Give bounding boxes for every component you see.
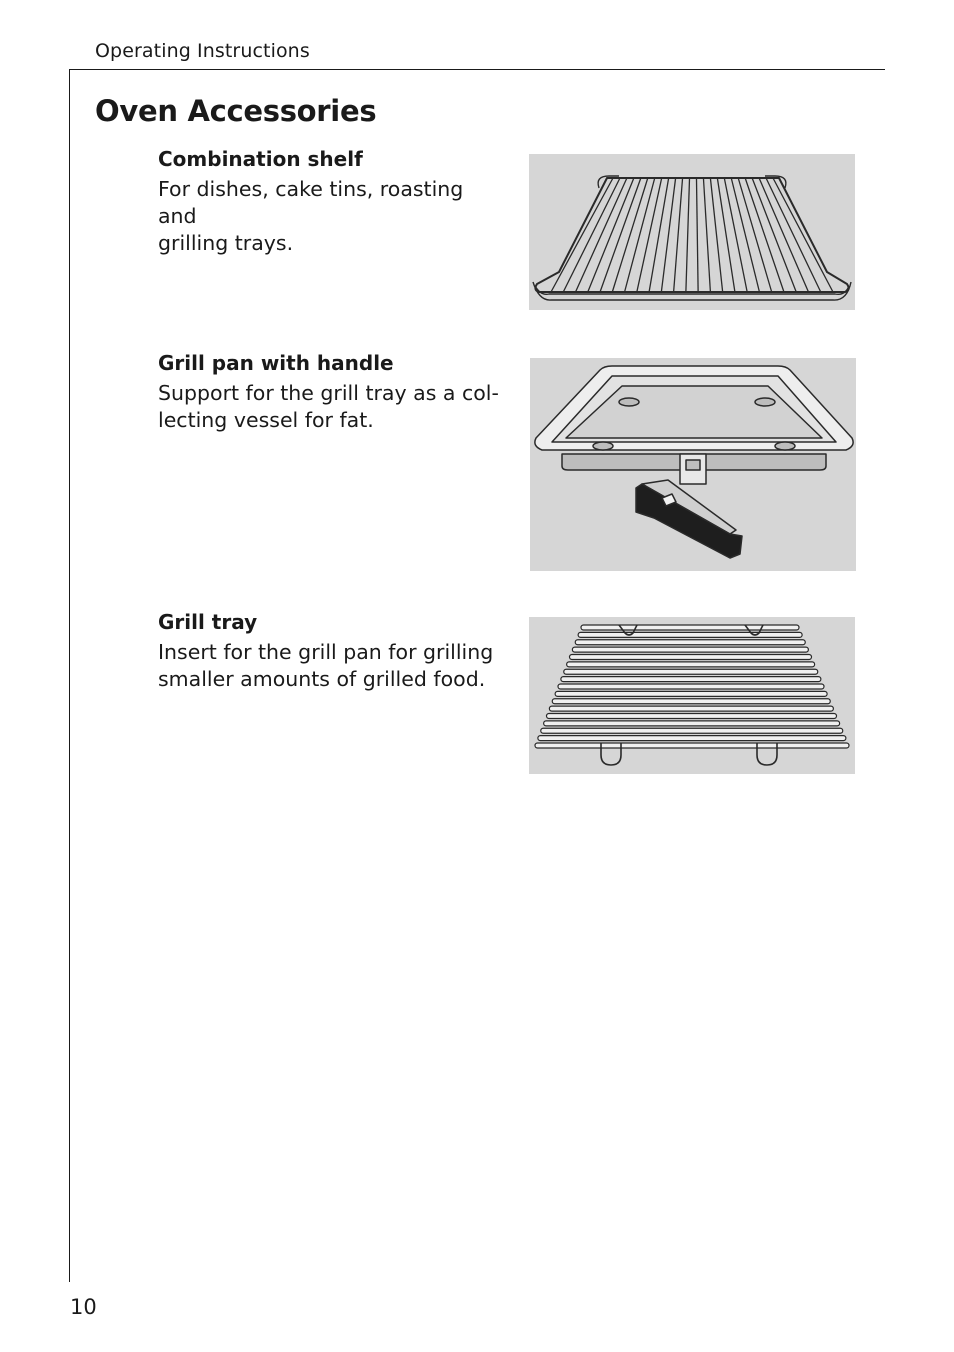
grill-pan-description [158,380,503,434]
combination-shelf-illustration [529,154,855,310]
description-line: Insert for the grill pan for grilling [158,640,494,664]
margin-rule [69,69,70,1282]
pan-foot [755,398,775,406]
tray-bar [535,743,849,748]
shelf-wire [649,178,669,292]
pan-foot [775,442,795,450]
grill-pan-figure [530,358,856,571]
description-line: Support for the grill tray as a col- [158,381,499,405]
grill-tray-heading: Grill tray [158,610,258,634]
grill-pan-with-handle-illustration [530,358,856,571]
running-header: Operating Instructions [95,40,310,62]
header-rule [69,69,885,70]
pan-handle-slot [686,460,700,470]
tray-bar [547,714,837,719]
tray-bar [558,684,824,689]
page-title: Oven Accessories [95,94,377,128]
page-number: 10 [70,1295,97,1319]
shelf-wire [576,178,627,292]
shelf-wire [600,178,641,292]
tray-bar [567,662,815,667]
tray-bar [570,655,812,660]
grill-tray-figure [529,617,855,774]
pan-foot [619,398,639,406]
tray-bar [541,728,843,733]
tray-bar [564,669,818,674]
shelf-wire [674,178,683,292]
grill-tray-description [158,639,503,693]
description-line: grilling trays. [158,231,294,255]
shelf-wire [625,178,655,292]
grill-tray-illustration [529,617,855,774]
tray-bar [544,721,840,726]
description-line: smaller amounts of grilled food. [158,667,486,691]
shelf-wire [745,178,784,292]
pan-foot [593,442,613,450]
grill-pan-heading: Grill pan with handle [158,351,394,375]
shelf-wire [637,178,662,292]
tray-bar [561,677,821,682]
shelf-wire [612,178,647,292]
shelf-wire [773,178,833,292]
tray-bar [555,691,827,696]
shelf-wire [717,178,735,292]
shelf-wire [710,178,722,292]
tray-bar [538,736,846,741]
shelf-wire [551,178,613,292]
shelf-wire [696,178,698,292]
shelf-wire [661,178,675,292]
shelf-wire [703,178,710,292]
combination-shelf-figure [529,154,855,310]
combination-shelf-heading: Combination shelf [158,147,363,171]
description-line: For dishes, cake tins, roasting and [158,177,464,228]
shelf-wire [686,178,690,292]
tray-bar [549,706,833,711]
tray-bar [578,632,802,637]
tray-bar [575,640,805,645]
tray-bar [572,647,808,652]
shelf-front-bar [535,286,849,294]
tray-bar [552,699,830,704]
combination-shelf-description [158,176,503,257]
tray-bar [581,625,799,630]
description-line: lecting vessel for fat. [158,408,374,432]
